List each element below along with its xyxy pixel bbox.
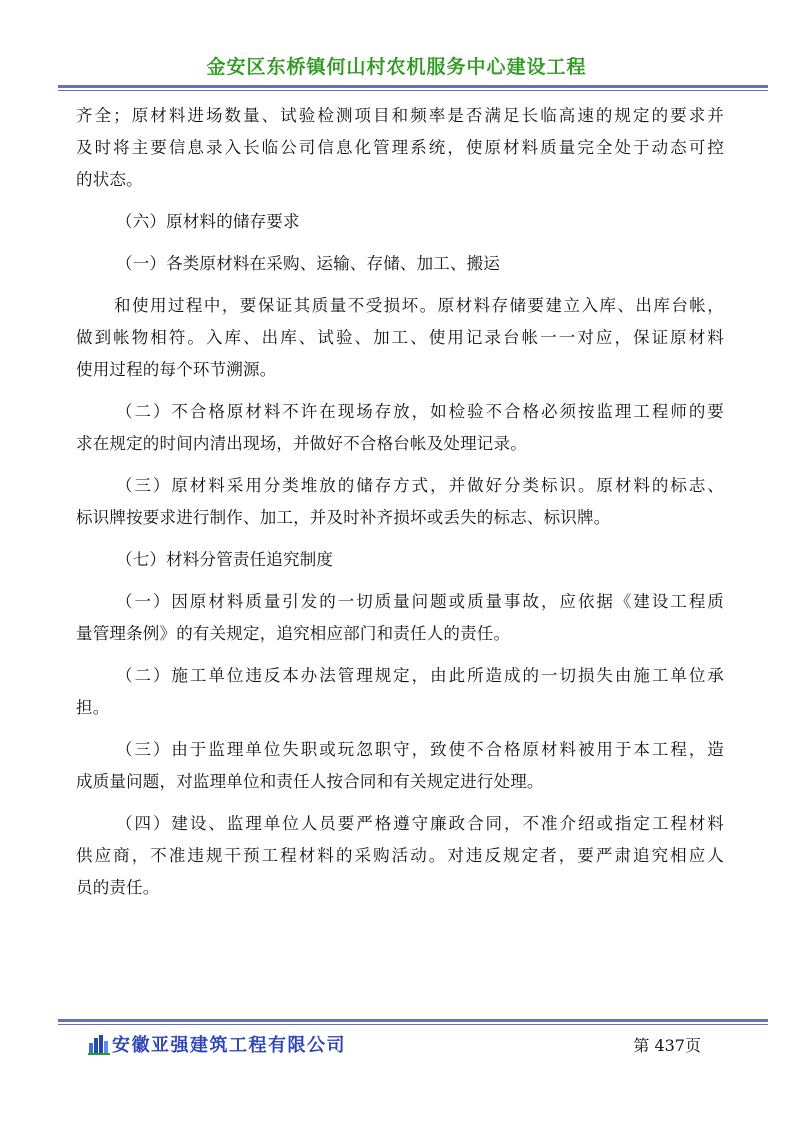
section-heading: （六）原材料的储存要求 (116, 212, 300, 231)
page-number: 第 437页 (633, 1036, 701, 1055)
body-line: （四）建设、监理单位人员要严格遵守廉政合同，不准介绍或指定工程材料 (116, 814, 724, 833)
body-line: 齐全；原材料进场数量、试验检测项目和频率是否满足长临高速的规定的要求并 (76, 106, 724, 125)
footer-rule-thin (58, 1024, 768, 1025)
company-logo-icon (88, 1035, 110, 1055)
footer-company-name: 安徽亚强建筑工程有限公司 (112, 1035, 346, 1056)
body-line: （三）原材料采用分类堆放的储存方式，并做好分类标识。原材料的标志、 (116, 476, 724, 495)
body-line: 成质量问题，对监理单位和责任人按合同和有关规定进行处理。 (76, 772, 544, 791)
header-rule-thick (58, 85, 768, 88)
body-line: 和使用过程中，要保证其质量不受损坏。原材料存储要建立入库、出库台帐， (114, 296, 724, 315)
section-heading: （七）材料分管责任追究制度 (116, 550, 334, 569)
body-line: 供应商，不准违规干预工程材料的采购活动。对违反规定者，要严肃追究相应人 (76, 846, 724, 865)
body-line: （一）因原材料质量引发的一切质量问题或质量事故，应依据《建设工程质 (116, 592, 724, 611)
body-line: 担。 (76, 698, 110, 717)
body-line: 标识牌按要求进行制作、加工，并及时补齐损坏或丢失的标志、标识牌。 (76, 508, 611, 527)
body-line: 求在规定的时间内清出现场，并做好不合格台帐及处理记录。 (76, 434, 527, 453)
body-line: 员的责任。 (76, 878, 160, 897)
body-line: 使用过程的每个环节溯源。 (76, 360, 277, 379)
body-line: （二）施工单位违反本办法管理规定，由此所造成的一切损失由施工单位承 (116, 666, 724, 685)
body-line: 量管理条例》的有关规定，追究相应部门和责任人的责任。 (76, 624, 511, 643)
body-line: （三）由于监理单位失职或玩忽职守，致使不合格原材料被用于本工程，造 (116, 740, 724, 759)
header-rule-thin (58, 90, 768, 91)
body-line: 做到帐物相符。入库、出库、试验、加工、使用记录台帐一一对应，保证原材料 (76, 328, 724, 347)
body-line: （二）不合格原材料不许在现场存放，如检验不合格必须按监理工程师的要 (116, 402, 724, 421)
body-line: 及时将主要信息录入长临公司信息化管理系统，使原材料质量完全处于动态可控 (76, 138, 724, 157)
body-line: 的状态。 (76, 170, 143, 189)
body-line: （一）各类原材料在采购、运输、存储、加工、搬运 (116, 254, 501, 273)
page-header-title: 金安区东桥镇何山村农机服务中心建设工程 (206, 56, 587, 78)
document-body (76, 100, 724, 904)
footer-rule-thick (58, 1019, 768, 1022)
